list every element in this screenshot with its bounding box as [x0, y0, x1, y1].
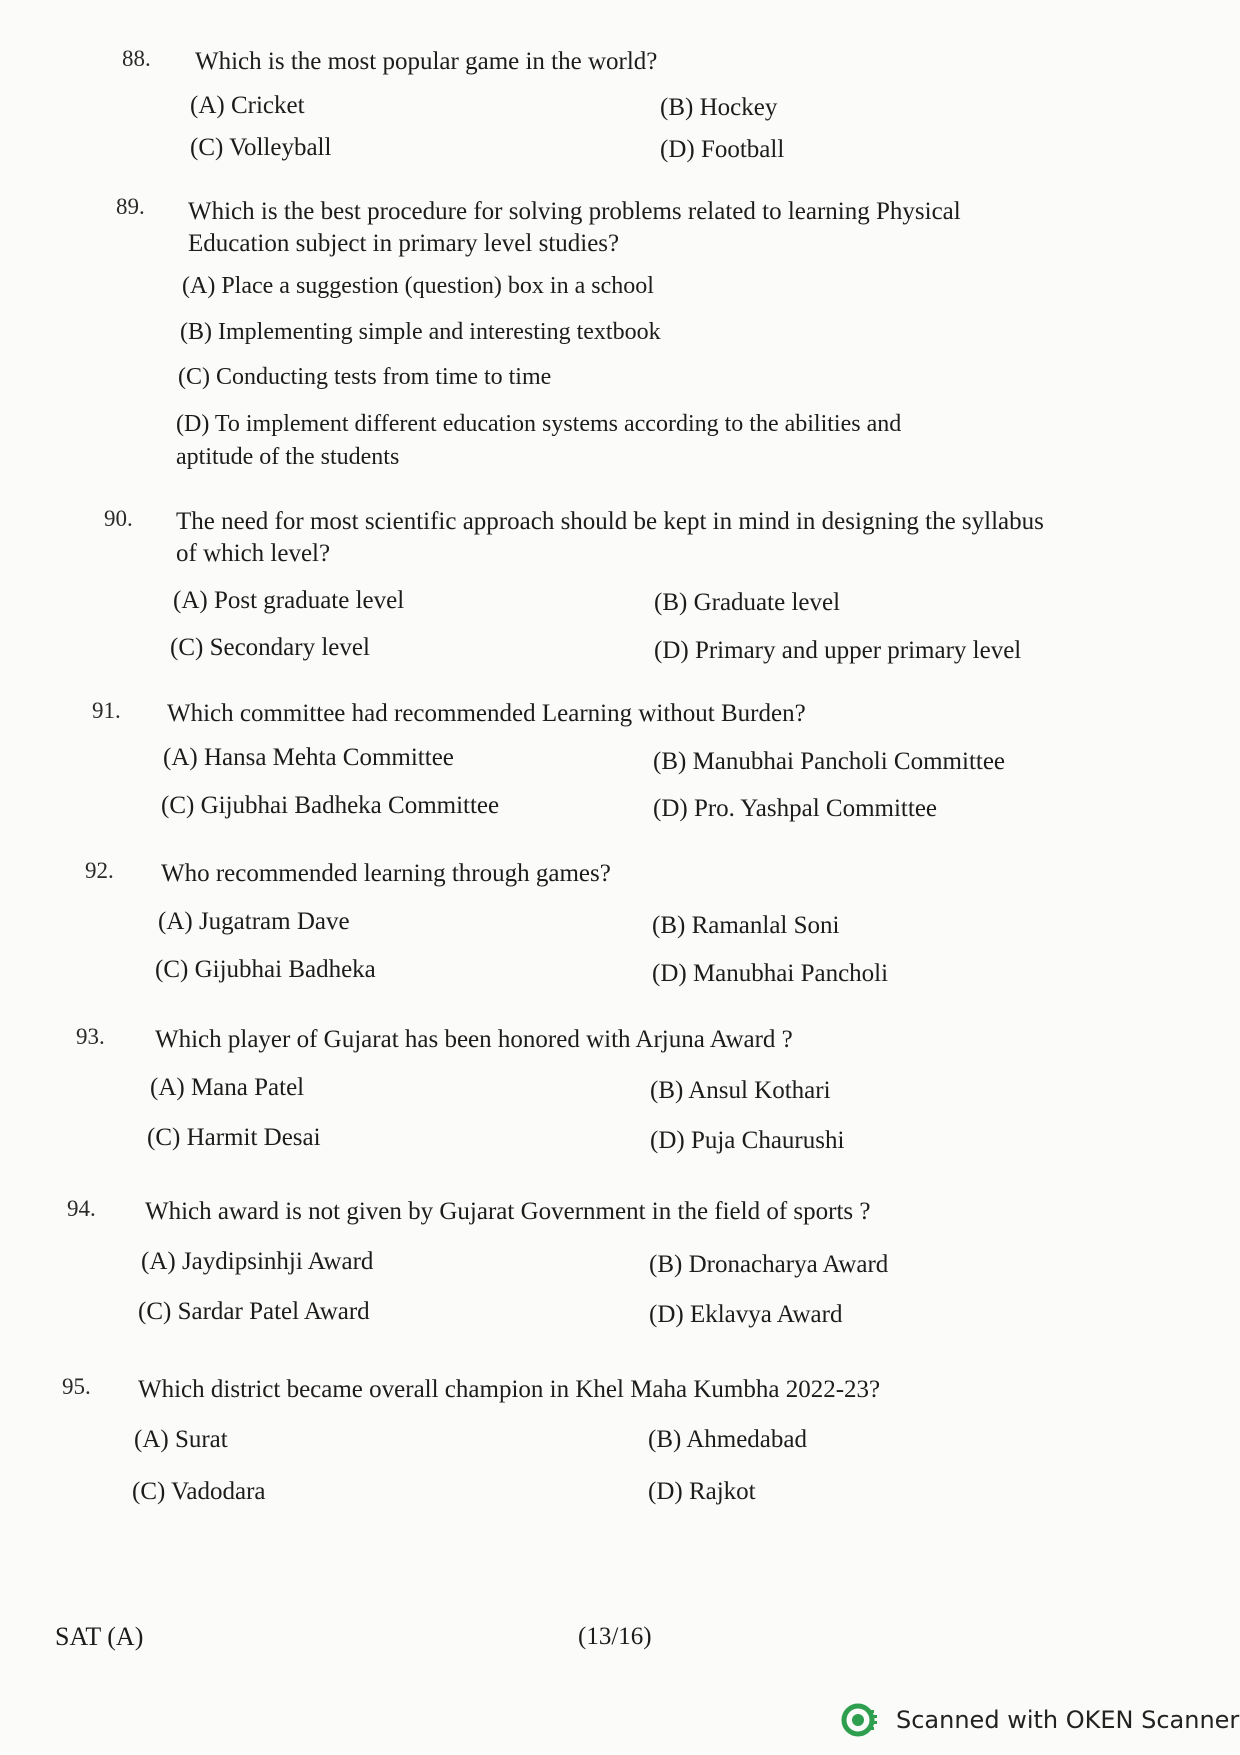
option-c: (C) Vadodara	[132, 1478, 266, 1505]
question-text: Which is the most popular game in the world?	[195, 48, 658, 75]
option-d: (D) To implement different education systems according to the abilities and aptitude of the students	[176, 411, 902, 470]
option-b: (B) Ahmedabad	[648, 1426, 807, 1453]
option-b: (B) Hockey	[660, 94, 778, 121]
option-d: (D) Eklavya Award	[649, 1301, 843, 1328]
question-number: 89.	[116, 194, 145, 219]
option-c: (C) Volleyball	[190, 134, 332, 161]
scanner-watermark	[840, 1700, 1239, 1740]
option-d: (D) Primary and upper primary level	[654, 637, 1022, 664]
option-d: (D) Pro. Yashpal Committee	[653, 795, 938, 822]
question-text: Which district became overall champion in Khel Maha Kumbha 2022-23?	[138, 1376, 881, 1403]
page-number: (13/16)	[578, 1623, 652, 1650]
option-b: (B) Graduate level	[654, 589, 841, 616]
option-c: (C) Gijubhai Badheka	[155, 956, 376, 983]
question-number: 95.	[62, 1374, 91, 1399]
option-d: (D) Manubhai Pancholi	[652, 960, 889, 987]
option-a: (A) Cricket	[190, 92, 305, 119]
option-b: (B) Implementing simple and interesting textbook	[180, 319, 661, 345]
question-text: Which is the best procedure for solving problems related to learning Physical Education subject in primary level studies?	[188, 198, 961, 257]
question-text: Which award is not given by Gujarat Government in the field of sports ?	[145, 1198, 871, 1225]
option-a: (A) Surat	[134, 1426, 228, 1453]
question-text: Which player of Gujarat has been honored with Arjuna Award ?	[155, 1026, 793, 1053]
question-text: Which committee had recommended Learning without Burden?	[167, 700, 806, 727]
question-text: Who recommended learning through games?	[161, 860, 611, 887]
question-number: 91.	[92, 698, 121, 723]
question-number: 94.	[67, 1196, 96, 1221]
option-d: (D) Football	[660, 136, 785, 163]
option-d: (D) Puja Chaurushi	[650, 1127, 845, 1154]
option-c: (C) Conducting tests from time to time	[178, 364, 552, 390]
option-a: (A) Hansa Mehta Committee	[163, 744, 454, 771]
question-number: 92.	[85, 858, 114, 883]
question-number: 88.	[122, 46, 151, 71]
option-c: (C) Sardar Patel Award	[138, 1298, 370, 1325]
option-c: (C) Gijubhai Badheka Committee	[161, 792, 500, 819]
option-b: (B) Ansul Kothari	[650, 1077, 831, 1104]
paper-code: SAT (A)	[55, 1622, 144, 1651]
option-b: (B) Manubhai Pancholi Committee	[653, 748, 1006, 775]
option-b: (B) Ramanlal Soni	[652, 912, 840, 939]
option-c: (C) Secondary level	[170, 634, 370, 661]
question-number: 93.	[76, 1024, 105, 1049]
option-b: (B) Dronacharya Award	[649, 1251, 889, 1278]
question-text: The need for most scientific approach should be kept in mind in designing the syllabus of which level?	[176, 508, 1044, 567]
option-c: (C) Harmit Desai	[147, 1124, 321, 1151]
oken-scanner-logo-icon	[840, 1700, 880, 1740]
option-a: (A) Jugatram Dave	[158, 908, 350, 935]
option-a: (A) Jaydipsinhji Award	[141, 1248, 374, 1275]
scanner-label: Scanned with OKEN Scanner	[896, 1706, 1240, 1734]
option-a: (A) Post graduate level	[173, 587, 405, 614]
question-number: 90.	[104, 506, 133, 531]
option-a: (A) Mana Patel	[150, 1074, 305, 1101]
option-d: (D) Rajkot	[648, 1478, 756, 1505]
option-a: (A) Place a suggestion (question) box in a school	[182, 273, 654, 299]
